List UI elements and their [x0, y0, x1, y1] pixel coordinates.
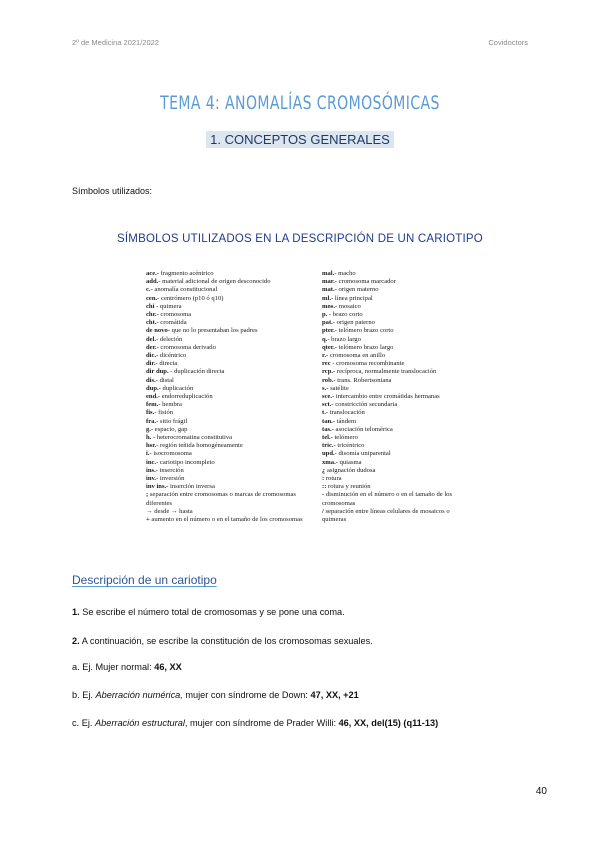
symbol-code: rob.- [322, 376, 336, 384]
symbol-description: - quimera [154, 302, 182, 310]
symbol-code: pat.- [322, 319, 336, 327]
symbol-code: - [322, 491, 325, 499]
symbol-description: tricéntrico [335, 442, 365, 450]
symbol-row [322, 368, 472, 376]
example-a-karyotype: 46, XX [154, 662, 182, 672]
symbol-code: dir.- [146, 360, 158, 368]
symbol-row [322, 426, 472, 434]
symbol-description: rotura y reunión [326, 483, 371, 491]
symbol-row [322, 483, 472, 491]
symbol-row [146, 368, 316, 376]
example-c-text: , mujer con síndrome de Prader Willi: [184, 718, 339, 728]
symbol-description: dicéntrico [158, 352, 187, 360]
symbol-row [146, 483, 316, 491]
page-number: 40 [535, 786, 547, 797]
symbol-description: tándem [335, 417, 357, 425]
symbol-row [146, 467, 316, 475]
symbol-code: p. [322, 311, 328, 319]
symbol-row [146, 303, 316, 311]
symbol-row [322, 467, 472, 475]
symbol-row [322, 401, 472, 409]
symbol-row [146, 295, 316, 303]
symbol-row [146, 393, 316, 401]
paragraph-2-text: A continuación, se escribe la constitución de los cromosomas sexuales. [79, 636, 373, 646]
symbol-description: región teñida homogéneamente [158, 442, 243, 450]
symbol-code: t.- [322, 409, 329, 417]
symbol-description: mosaico [337, 302, 361, 310]
symbol-description: separación entre líneas celulares de mosaicos o quimeras [322, 507, 450, 524]
symbol-row [146, 434, 316, 442]
symbol-code: end.- [146, 393, 161, 401]
page-title: TEMA 4: ANOMALÍAS CROMOSÓMICAS [160, 92, 440, 114]
symbol-row [322, 344, 472, 352]
symbol-row [146, 450, 316, 458]
symbol-description: centrómero (p10 ó q10) [159, 294, 224, 302]
symbol-description: cromosoma en anillo [328, 352, 386, 360]
symbol-description: constricción secundaria [333, 401, 398, 409]
paragraph-1 [72, 607, 345, 617]
symbol-description: - brazo corto [327, 311, 363, 319]
example-b-type: Aberración numérica, [95, 690, 183, 700]
symbol-code: inv.- [146, 475, 159, 483]
symbol-row [322, 303, 472, 311]
symbol-code: s.- [322, 384, 329, 392]
symbol-row [146, 475, 316, 483]
symbol-description: inserción inversa [168, 483, 215, 491]
symbol-code: sct.- [322, 401, 334, 409]
symbol-code: : [322, 475, 325, 483]
symbol-row [146, 385, 316, 393]
example-b [72, 690, 359, 700]
symbol-row [146, 319, 316, 327]
symbol-row [322, 377, 472, 385]
symbol-row [322, 311, 472, 319]
subsection-title: Descripción de un cariotipo [72, 573, 217, 587]
symbol-code: ml.- [322, 294, 334, 302]
symbol-code: + [146, 516, 150, 524]
symbol-description: - heterocromatina constitutiva [151, 434, 233, 442]
symbol-description: fisión [156, 409, 174, 417]
symbol-row [322, 278, 472, 286]
symbol-row [322, 491, 472, 507]
symbol-description: recíproca, normalmente translocación [335, 368, 437, 376]
symbol-row [322, 393, 472, 401]
symbol-description: distal [157, 376, 174, 384]
symbol-row [146, 442, 316, 450]
symbol-description: telómero brazo corto [336, 327, 394, 335]
symbol-code: q.- [322, 335, 330, 343]
symbol-row [322, 409, 472, 417]
table-title: SÍMBOLOS UTILIZADOS EN LA DESCRIPCIÓN DE UN CARIOTIPO [117, 233, 483, 245]
symbol-description: - cromosoma recombinante [330, 360, 405, 368]
symbol-code: g.- [146, 425, 154, 433]
symbol-description: intercambio entre cromátidas hermanas [334, 393, 440, 401]
symbol-description: cromosoma marcador [336, 278, 396, 286]
symbol-description: cromosoma [158, 311, 192, 319]
symbol-code: c.- [146, 286, 153, 294]
symbol-code: mar.- [322, 278, 337, 286]
symbol-row [146, 286, 316, 294]
symbol-code: ¿ [322, 466, 326, 474]
symbol-code: chr.- [146, 311, 159, 319]
symbol-description: macho [336, 270, 356, 277]
example-b-text: mujer con síndrome de Down: [182, 690, 311, 700]
symbol-description: inserción [157, 466, 184, 474]
example-c-type: Aberración estructural [94, 718, 185, 728]
symbol-description: origen paterno [335, 319, 375, 327]
symbol-code: dup.- [146, 384, 161, 392]
symbol-description: disomía uniparental [336, 450, 391, 458]
symbol-row [146, 327, 316, 335]
symbol-description: sitio frágil [158, 417, 188, 425]
symbol-row [322, 418, 472, 426]
example-c [72, 718, 438, 728]
symbol-description: asignación dudosa [325, 466, 376, 474]
symbol-code: dis.- [146, 376, 158, 384]
symbol-row [322, 336, 472, 344]
symbol-code: inc.- [146, 458, 159, 466]
symbol-code: tas.- [322, 425, 334, 433]
symbol-row [322, 352, 472, 360]
example-c-prefix: c. Ej. [72, 718, 95, 728]
header-group: Covidoctors [488, 38, 528, 47]
symbol-description: trans. Robertsoniana [335, 376, 392, 384]
example-a [72, 662, 182, 672]
symbols-left-column [146, 270, 316, 524]
symbol-row [146, 409, 316, 417]
symbol-code: dic.- [146, 352, 159, 360]
symbol-row [146, 516, 316, 524]
symbol-description: telómero [332, 434, 358, 442]
symbol-description: hembra [160, 401, 182, 409]
symbol-code: tan.- [322, 417, 336, 425]
symbol-code: ace.- [146, 270, 159, 277]
symbol-code: i.- [146, 450, 152, 458]
symbol-description: origen materno [336, 286, 379, 294]
symbol-row [146, 418, 316, 426]
symbol-code: der.- [146, 343, 159, 351]
symbol-description: espacio, gap [153, 425, 188, 433]
symbol-code: r.- [322, 352, 329, 360]
symbol-description: quiasma [337, 458, 362, 466]
header-course: 2º de Medicina 2021/2022 [72, 38, 159, 47]
symbol-description: cariotipo incompleto [158, 458, 215, 466]
symbol-code: rec [322, 360, 331, 368]
symbol-row [322, 295, 472, 303]
symbol-row [146, 360, 316, 368]
symbol-row [146, 352, 316, 360]
section-title [0, 131, 600, 149]
symbol-row [322, 319, 472, 327]
symbol-row [322, 434, 472, 442]
symbol-description: fragmento acéntrico [159, 270, 214, 277]
symbol-description: cromátida [158, 319, 187, 327]
symbol-row [146, 459, 316, 467]
symbol-description: - duplicación directa [168, 368, 225, 376]
symbol-code: → [146, 507, 153, 515]
symbol-description: línea principal [333, 294, 373, 302]
symbol-description: aumento en el número o en el tamaño de los cromosomas [149, 516, 303, 524]
symbol-description: endorreduplicación [160, 393, 213, 401]
symbol-code: upd.- [322, 450, 337, 458]
symbol-row [146, 491, 316, 507]
symbol-description: desde → hasta [152, 507, 193, 515]
symbol-code: add.- [146, 278, 161, 286]
symbol-code: chi [146, 302, 155, 310]
symbol-row [146, 401, 316, 409]
symbol-code: rcp.- [322, 368, 336, 376]
symbol-code: h. [146, 434, 152, 442]
symbol-description: disminución en el número o en el tamaño de los cromosomas [322, 491, 453, 507]
symbol-row [146, 344, 316, 352]
symbol-description: rotura [324, 475, 342, 483]
symbol-code: mal.- [322, 270, 337, 277]
symbol-description: isocromosoma [151, 450, 192, 458]
symbol-code: :: [322, 483, 327, 491]
symbol-row [322, 475, 472, 483]
symbol-row [146, 311, 316, 319]
symbol-description: duplicación [160, 384, 194, 392]
symbol-code: cen.- [146, 294, 160, 302]
symbol-row [322, 360, 472, 368]
symbol-row [322, 327, 472, 335]
symbol-description: telómero brazo largo [336, 343, 394, 351]
example-c-karyotype: 46, XX, del(15) (q11-13) [338, 718, 439, 728]
symbol-code: / [322, 507, 324, 515]
example-a-text: a. Ej. Mujer normal: [72, 662, 155, 672]
symbol-row [322, 450, 472, 458]
symbol-code: tel.- [322, 434, 333, 442]
symbol-code: fra.- [146, 417, 159, 425]
symbol-row [146, 270, 316, 278]
symbols-right-column [322, 270, 472, 524]
symbol-row [146, 508, 316, 516]
symbol-row [322, 286, 472, 294]
symbol-code: pter.- [322, 327, 337, 335]
paragraph-2-number: 2. [72, 636, 80, 646]
symbol-row [322, 508, 472, 524]
symbol-description: translocación [328, 409, 365, 417]
symbol-row [322, 459, 472, 467]
symbol-description: inversión [158, 475, 185, 483]
symbol-row [146, 278, 316, 286]
symbol-description: cromosoma derivado [158, 343, 216, 351]
symbol-code: mos.- [322, 302, 338, 310]
symbol-row [322, 442, 472, 450]
symbol-description: separación entre cromosomas o marcas de cromosomas diferentes [146, 491, 296, 507]
symbol-row [322, 385, 472, 393]
paragraph-1-number: 1. [72, 607, 80, 617]
symbol-code: qter.- [322, 343, 337, 351]
symbol-description: anomalía constitucional [152, 286, 218, 294]
paragraph-1-text: Se escribe el número total de cromosomas y se pone una coma. [79, 607, 345, 617]
symbol-row [146, 426, 316, 434]
symbol-code: ins.- [146, 466, 158, 474]
symbol-description: deleción [158, 335, 183, 343]
symbol-row [146, 336, 316, 344]
symbol-code: ; [146, 491, 149, 499]
symbol-description: satélite [328, 384, 349, 392]
symbol-row [146, 377, 316, 385]
symbol-description: material adicional de origen desconocido [160, 278, 271, 286]
symbol-code: sce.- [322, 393, 335, 401]
symbol-code: xma.- [322, 458, 338, 466]
symbols-label: Símbolos utilizados: [72, 186, 153, 196]
symbol-description: que no lo presentaban los padres [170, 327, 258, 335]
symbol-code: dir dup. [146, 368, 169, 376]
symbol-description: brazo largo [329, 335, 361, 343]
symbol-code: cht.- [146, 319, 159, 327]
symbol-description: directa [157, 360, 178, 368]
symbol-code: hsr.- [146, 442, 159, 450]
symbol-code: mat.- [322, 286, 337, 294]
example-b-karyotype: 47, XX, +21 [310, 690, 359, 700]
section-title-text: 1. CONCEPTOS GENERALES [206, 131, 394, 148]
example-b-prefix: b. Ej. [72, 690, 96, 700]
symbol-code: inv ins.- [146, 483, 169, 491]
symbol-code: tric.- [322, 442, 336, 450]
symbol-row [322, 270, 472, 278]
symbol-code: de novo- [146, 327, 170, 335]
paragraph-2 [72, 636, 373, 646]
symbol-code: fem.- [146, 401, 161, 409]
symbol-description: asociación telomérica [333, 425, 393, 433]
symbol-code: del.- [146, 335, 159, 343]
symbol-code: fis.- [146, 409, 157, 417]
